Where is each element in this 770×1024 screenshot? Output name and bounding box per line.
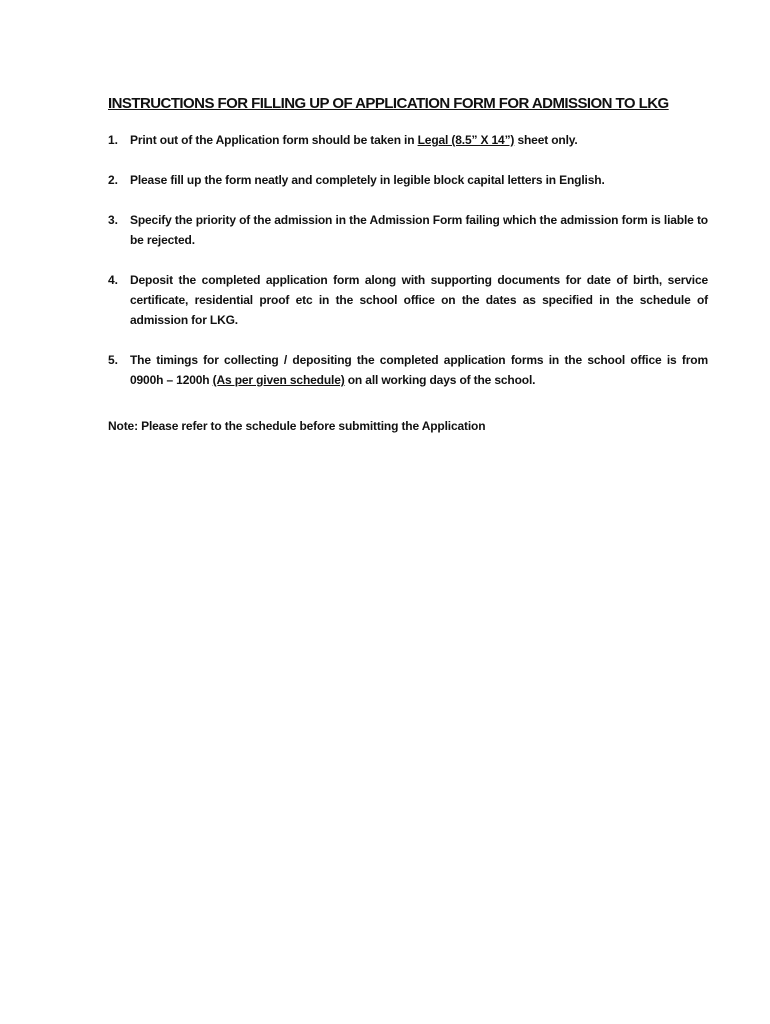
instruction-text-part: Print out of the Application form should be taken in (130, 133, 418, 147)
instruction-text: Please fill up the form neatly and completely in legible block capital letters in English. (130, 173, 605, 187)
instruction-number: 1. (108, 133, 119, 147)
schedule-underlined: (As per given schedule) (212, 373, 345, 387)
instruction-number: 5. (108, 353, 119, 367)
instruction-item-5 (108, 350, 708, 390)
instruction-item-2 (108, 170, 708, 190)
instruction-text: Specify the priority of the admission in the Admission Form failing which the admission form is liable to be rejected. (130, 213, 708, 247)
instruction-number: 3. (108, 213, 119, 227)
instruction-text-part: on all working days of the school. (344, 373, 536, 387)
paper-size-underlined: Legal (8.5” X 14”) (417, 133, 515, 147)
instruction-number: 2. (108, 173, 119, 187)
instruction-item-3 (108, 210, 708, 250)
instruction-text (130, 130, 708, 150)
instruction-item-1 (108, 130, 708, 150)
note-text: Note: Please refer to the schedule before submitting the Application (108, 419, 486, 433)
instruction-item-4 (108, 270, 708, 330)
instruction-text (130, 350, 708, 390)
page-title: INSTRUCTIONS FOR FILLING UP OF APPLICATION FORM FOR ADMISSION TO LKG (108, 95, 669, 112)
instruction-text-part: The timings for collecting / depositing the completed application forms in the school office is from 0900h – 1200h (130, 353, 708, 387)
instruction-text: Deposit the completed application form along with supporting documents for date of birth, service certificate, residential proof etc in the school office on the dates as specified in the schedule of admission for LKG. (130, 273, 708, 327)
instruction-text-part: sheet only. (514, 133, 578, 147)
instruction-number: 4. (108, 273, 119, 287)
